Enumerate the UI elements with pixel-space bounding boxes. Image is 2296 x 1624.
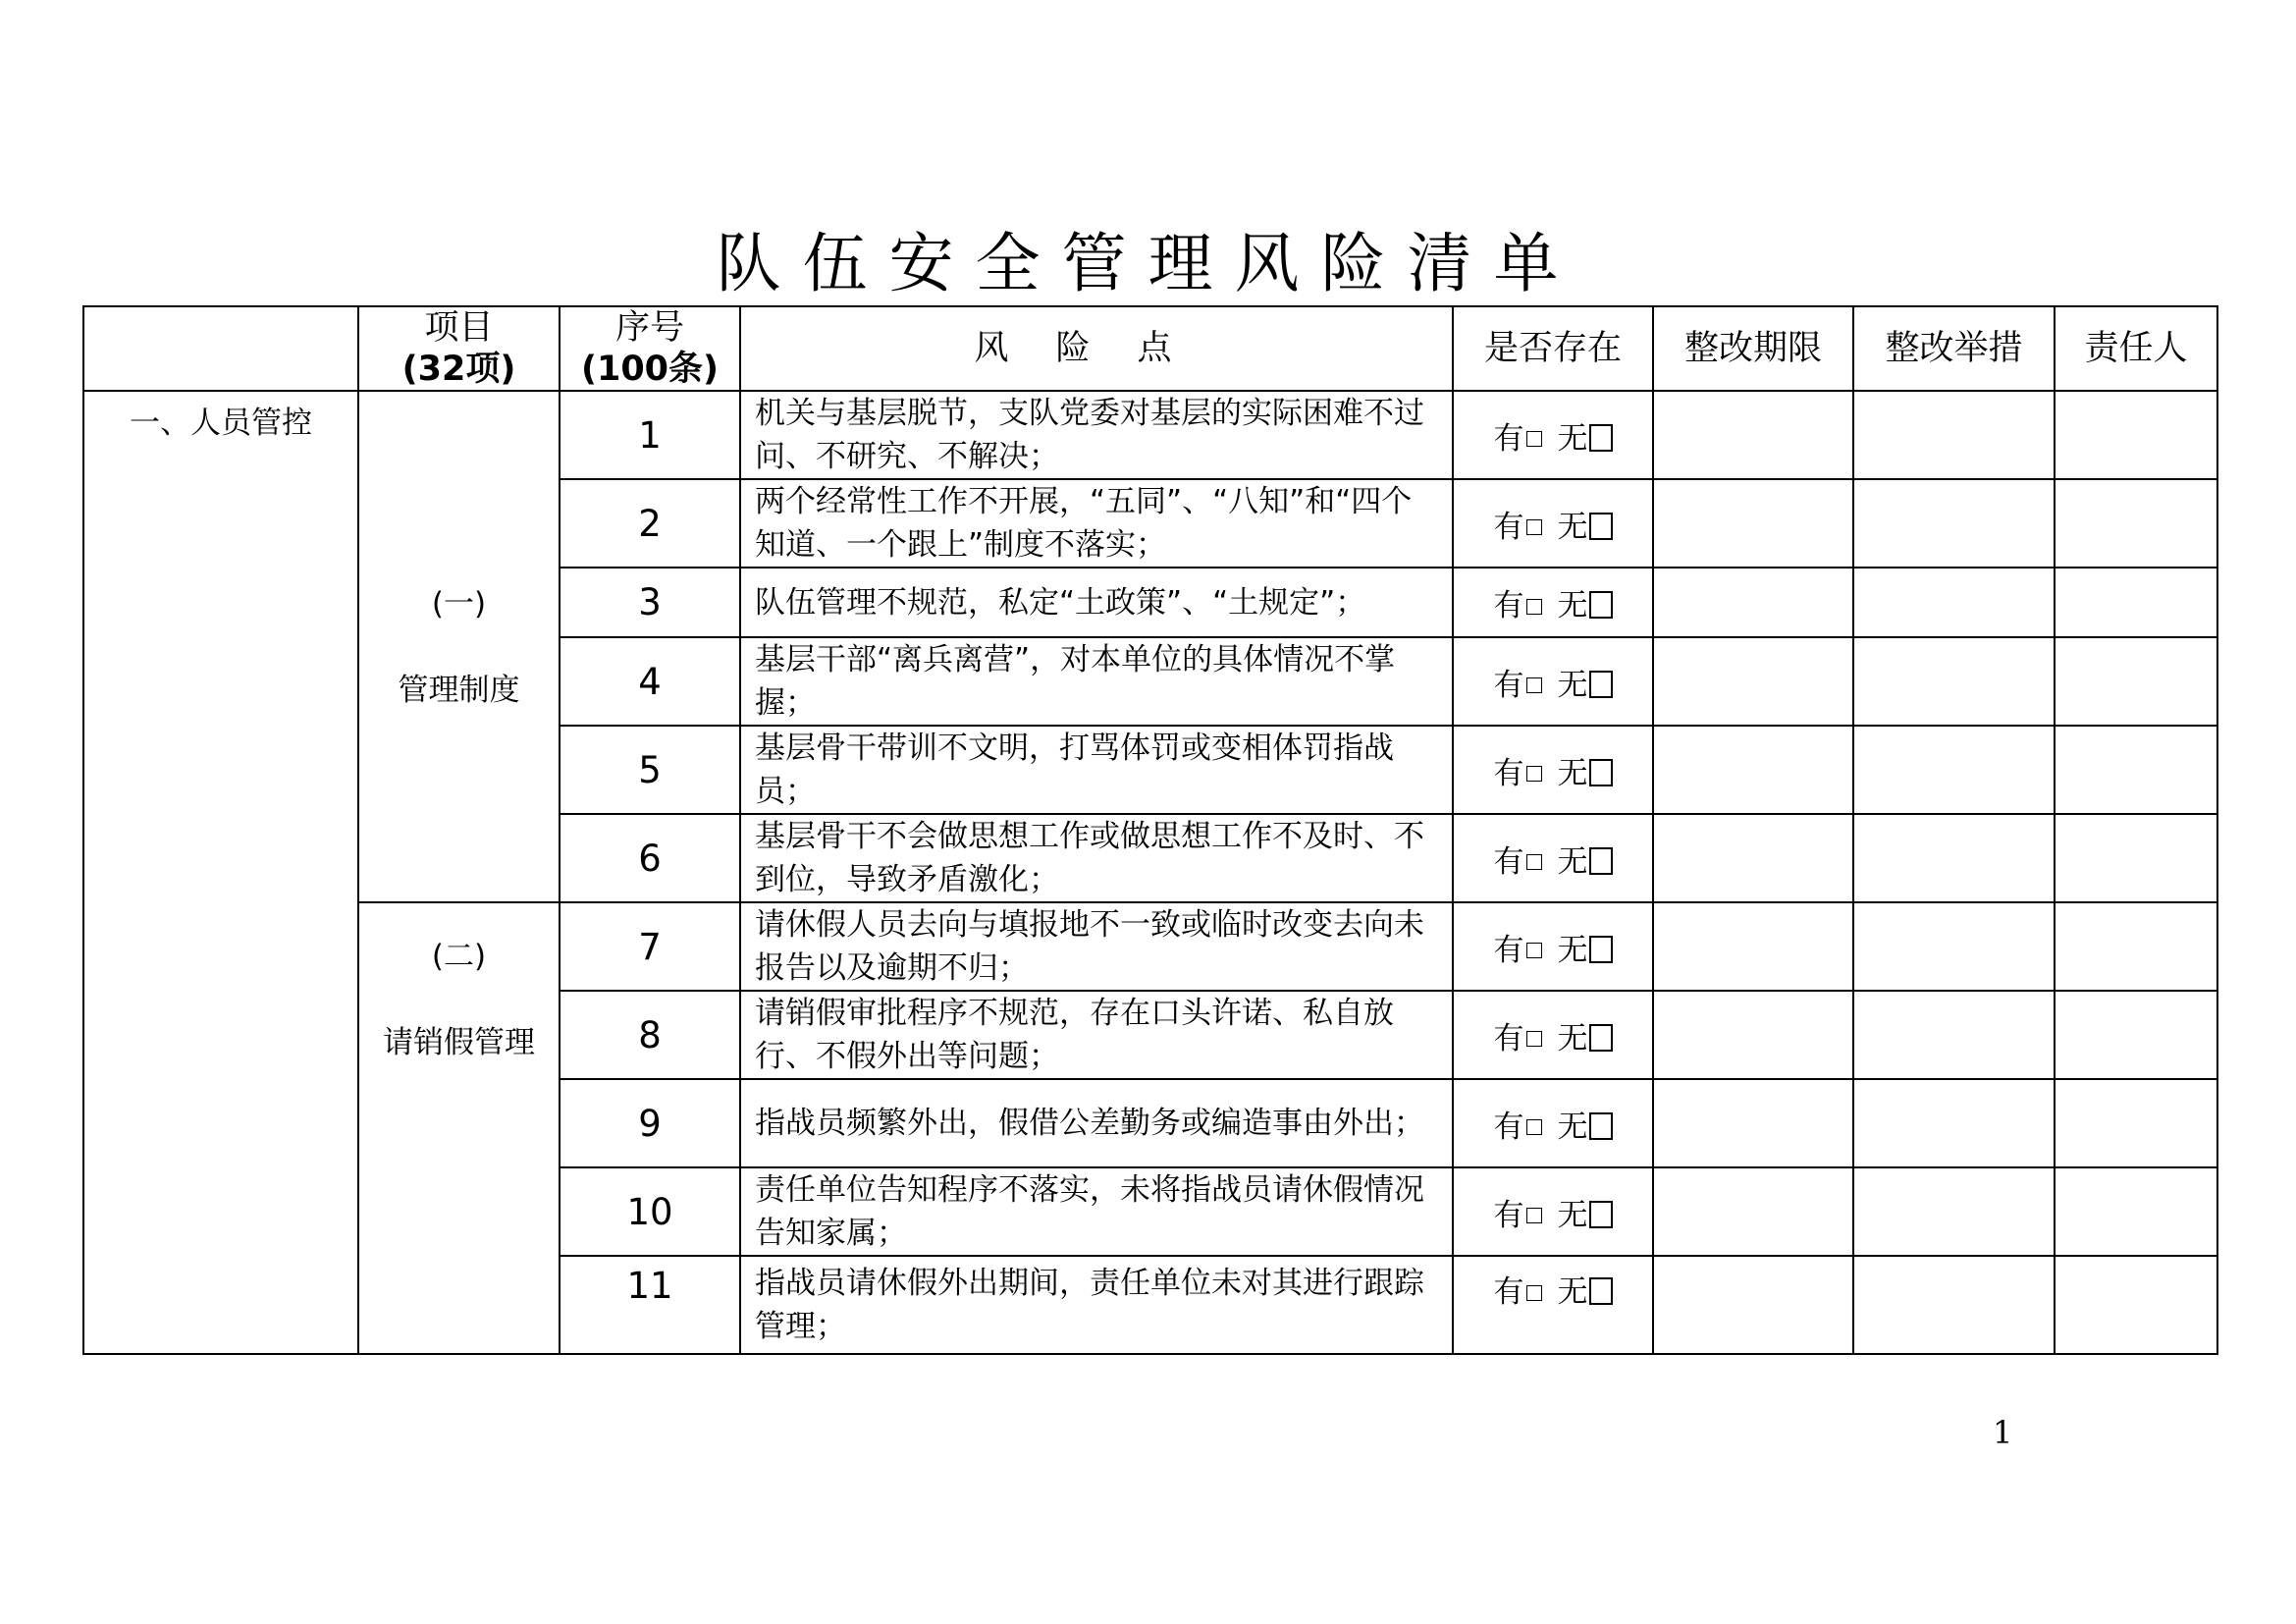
risk-table xyxy=(82,305,2218,1355)
risk-point-cell: 机关与基层脱节，支队党委对基层的实际困难不过问、不研究、不解决； xyxy=(740,391,1453,479)
exist-choice: 有 无 xyxy=(1453,637,1653,726)
seq-cell: 8 xyxy=(560,991,740,1079)
header-risk: 风险点 xyxy=(740,306,1453,391)
header-owner: 责任人 xyxy=(2055,306,2217,391)
measure-cell xyxy=(1853,814,2055,902)
risk-point-cell: 基层骨干不会做思想工作或做思想工作不及时、不到位，导致矛盾激化； xyxy=(740,814,1453,902)
measure-cell xyxy=(1853,902,2055,991)
seq-cell: 9 xyxy=(560,1079,740,1167)
checkbox-no[interactable] xyxy=(1589,759,1613,786)
checkbox-no[interactable] xyxy=(1589,424,1613,452)
checkbox-no[interactable] xyxy=(1589,1024,1613,1052)
checkbox-yes[interactable] xyxy=(1526,599,1542,615)
header-category xyxy=(83,306,358,391)
checkbox-no[interactable] xyxy=(1589,1201,1613,1228)
table-row xyxy=(83,391,2217,479)
deadline-cell xyxy=(1653,991,1853,1079)
exist-choice: 有 无 xyxy=(1453,391,1653,479)
deadline-cell xyxy=(1653,479,1853,568)
header-exist: 是否存在 xyxy=(1453,306,1653,391)
seq-cell: 4 xyxy=(560,637,740,726)
risk-point-cell: 请休假人员去向与填报地不一致或临时改变去向未报告以及逾期不归； xyxy=(740,902,1453,991)
risk-point-cell: 基层干部“离兵离营”，对本单位的具体情况不掌握； xyxy=(740,637,1453,726)
seq-cell: 7 xyxy=(560,902,740,991)
checkbox-yes[interactable] xyxy=(1526,1285,1542,1301)
deadline-cell xyxy=(1653,1079,1853,1167)
seq-cell: 10 xyxy=(560,1167,740,1256)
seq-cell: 11 xyxy=(560,1256,740,1354)
owner-cell xyxy=(2055,1256,2217,1354)
owner-cell xyxy=(2055,1167,2217,1256)
exist-choice: 有 无 xyxy=(1453,568,1653,637)
exist-choice: 有 无 xyxy=(1453,991,1653,1079)
checkbox-yes[interactable] xyxy=(1526,943,1542,958)
owner-cell xyxy=(2055,991,2217,1079)
group-cell-management: (一) 管理制度 xyxy=(358,391,560,902)
measure-cell xyxy=(1853,1167,2055,1256)
measure-cell xyxy=(1853,568,2055,637)
table-row xyxy=(83,902,2217,991)
deadline-cell xyxy=(1653,902,1853,991)
exist-choice: 有 无 xyxy=(1453,726,1653,814)
checkbox-no[interactable] xyxy=(1589,591,1613,619)
measure-cell xyxy=(1853,1079,2055,1167)
checkbox-yes[interactable] xyxy=(1526,1119,1542,1135)
checkbox-no[interactable] xyxy=(1589,671,1613,698)
page-number: 1 xyxy=(1993,1414,2013,1451)
measure-cell xyxy=(1853,726,2055,814)
checkbox-yes[interactable] xyxy=(1526,1031,1542,1047)
risk-point-cell: 队伍管理不规范，私定“土政策”、“土规定”； xyxy=(740,568,1453,637)
exist-choice: 有 无 xyxy=(1453,1079,1653,1167)
checkbox-no[interactable] xyxy=(1589,847,1613,875)
checkbox-yes[interactable] xyxy=(1526,854,1542,870)
seq-cell: 2 xyxy=(560,479,740,568)
exist-choice: 有 无 xyxy=(1453,902,1653,991)
checkbox-yes[interactable] xyxy=(1526,766,1542,782)
owner-cell xyxy=(2055,1079,2217,1167)
checkbox-yes[interactable] xyxy=(1526,1208,1542,1223)
checkbox-no[interactable] xyxy=(1589,936,1613,963)
risk-point-cell: 指战员请休假外出期间，责任单位未对其进行跟踪管理； xyxy=(740,1256,1453,1354)
owner-cell xyxy=(2055,902,2217,991)
owner-cell xyxy=(2055,726,2217,814)
deadline-cell xyxy=(1653,814,1853,902)
seq-cell: 3 xyxy=(560,568,740,637)
exist-choice: 有 无 xyxy=(1453,814,1653,902)
checkbox-no[interactable] xyxy=(1589,513,1613,540)
deadline-cell xyxy=(1653,568,1853,637)
header-measure: 整改举措 xyxy=(1853,306,2055,391)
deadline-cell xyxy=(1653,637,1853,726)
checkbox-yes[interactable] xyxy=(1526,519,1542,535)
risk-point-cell: 指战员频繁外出，假借公差勤务或编造事由外出； xyxy=(740,1079,1453,1167)
table-header-row xyxy=(83,306,2217,391)
seq-cell: 1 xyxy=(560,391,740,479)
risk-point-cell: 请销假审批程序不规范，存在口头许诺、私自放行、不假外出等问题； xyxy=(740,991,1453,1079)
risk-point-cell: 责任单位告知程序不落实，未将指战员请休假情况告知家属； xyxy=(740,1167,1453,1256)
checkbox-no[interactable] xyxy=(1589,1277,1613,1305)
risk-point-cell: 基层骨干带训不文明，打骂体罚或变相体罚指战员； xyxy=(740,726,1453,814)
group-cell-leave: (二) 请销假管理 xyxy=(358,902,560,1354)
risk-point-cell: 两个经常性工作不开展，“五同”、“八知”和“四个知道、一个跟上”制度不落实； xyxy=(740,479,1453,568)
measure-cell xyxy=(1853,991,2055,1079)
deadline-cell xyxy=(1653,726,1853,814)
header-seq: 序号 (100条) xyxy=(560,306,740,391)
measure-cell xyxy=(1853,391,2055,479)
owner-cell xyxy=(2055,391,2217,479)
measure-cell xyxy=(1853,637,2055,726)
exist-choice: 有 无 xyxy=(1453,1167,1653,1256)
owner-cell xyxy=(2055,814,2217,902)
deadline-cell xyxy=(1653,1256,1853,1354)
measure-cell xyxy=(1853,479,2055,568)
document-title: 队伍安全管理风险清单 xyxy=(716,226,1580,301)
deadline-cell xyxy=(1653,391,1853,479)
deadline-cell xyxy=(1653,1167,1853,1256)
seq-cell: 6 xyxy=(560,814,740,902)
exist-choice: 有 无 xyxy=(1453,479,1653,568)
checkbox-yes[interactable] xyxy=(1526,677,1542,693)
checkbox-no[interactable] xyxy=(1589,1112,1613,1140)
seq-cell: 5 xyxy=(560,726,740,814)
measure-cell xyxy=(1853,1256,2055,1354)
category-cell: 一、人员管控 xyxy=(83,391,358,1354)
checkbox-yes[interactable] xyxy=(1526,431,1542,447)
exist-choice: 有 无 xyxy=(1453,1256,1653,1354)
owner-cell xyxy=(2055,637,2217,726)
owner-cell xyxy=(2055,568,2217,637)
header-project: 项目 (32项) xyxy=(358,306,560,391)
header-deadline: 整改期限 xyxy=(1653,306,1853,391)
owner-cell xyxy=(2055,479,2217,568)
